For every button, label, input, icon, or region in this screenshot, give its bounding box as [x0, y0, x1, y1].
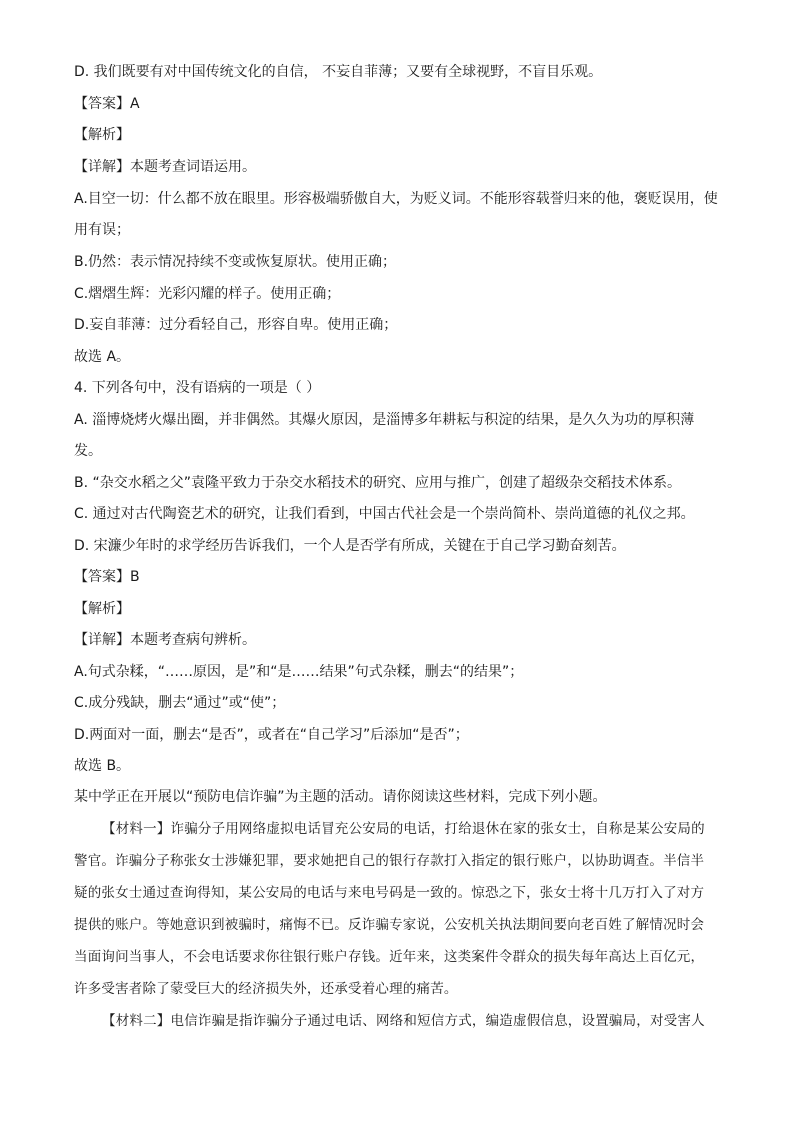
q3-explain-a-line1: A.目空一切：什么都不放在眼里。形容极端骄傲自大，为贬义词。不能形容载誉归来的他，褒贬误用，使 — [74, 191, 718, 207]
q4-option-d: D. 宋濂少年时的求学经历告诉我们，一个人是否学有所成，关键在于自己学习勤奋刻苦。 — [74, 538, 626, 554]
q3-explain-a-line2: 用有误； — [74, 222, 130, 238]
q4-analysis-label: 【解析】 — [74, 601, 130, 617]
material2-line: 【材料二】电信诈骗是指诈骗分子通过电话、网络和短信方式，编造虚假信息，设置骗局，对受害人 — [102, 1013, 705, 1029]
material1-line: 【材料一】诈骗分子用网络虚拟电话冒充公安局的电话，打给退休在家的张女士，自称是某公安局的 — [102, 821, 705, 837]
q4-explain-c: C.成分残缺，删去“通过”或“使”； — [74, 695, 286, 711]
material1-line: 提供的账户。等她意识到被骗时，痛悔不已。反诈骗专家说，公安机关执法期间要向老百姓了解情况时会 — [74, 917, 705, 933]
q4-option-a-line2: 发。 — [74, 443, 102, 459]
q4-detail: 【详解】本题考查病句辨析。 — [74, 632, 256, 648]
q3-choose: 故选 A。 — [74, 349, 131, 365]
material1-line: 当面询问当事人，不会电话要求你往银行账户存钱。近年来，这类案件令群众的损失每年高达上百亿元， — [74, 949, 705, 965]
q3-explain-c: C.熠熠生辉：光彩闪耀的样子。使用正确； — [74, 286, 341, 302]
q4-option-c: C. 通过对古代陶瓷艺术的研究，让我们看到，中国古代社会是一个崇尚简朴、崇尚道德的礼仪之邦。 — [74, 506, 695, 522]
material1-line: 疑的张女士通过查询得知，某公安局的电话与来电号码是一致的。惊恐之下，张女士将十几万打入了对方 — [74, 885, 705, 901]
q4-option-a-line1: A. 淄博烧烤火爆出圈，并非偶然。其爆火原因，是淄博多年耕耘与积淀的结果，是久久为功的厚积薄 — [74, 412, 695, 428]
q3-detail: 【详解】本题考查词语运用。 — [74, 159, 256, 175]
q4-choose: 故选 B。 — [74, 758, 131, 774]
q3-explain-b: B.仍然：表示情况持续不变或恢复原状。使用正确； — [74, 254, 397, 270]
q3-analysis-label: 【解析】 — [74, 127, 130, 143]
q3-explain-d: D.妄自菲薄：过分看轻自己，形容自卑。使用正确； — [74, 317, 398, 333]
q4-option-b: B. “杂交水稻之父”袁隆平致力于杂交水稻技术的研究、应用与推广，创建了超级杂交稻技术体系。 — [74, 475, 682, 491]
reading-intro: 某中学正在开展以“预防电信诈骗”为主题的活动。请你阅读这些材料，完成下列小题。 — [74, 789, 607, 805]
q4-answer-label: 【答案】B — [74, 569, 140, 585]
q3-answer-label: 【答案】A — [74, 96, 140, 112]
q4-stem: 4. 下列各句中，没有语病的一项是（ ） — [74, 380, 321, 396]
material1-line: 许多受害者除了蒙受巨大的经济损失外，还承受着心理的痛苦。 — [74, 981, 458, 997]
q3-option-d: D. 我们既要有对中国传统文化的自信， 不妄自菲薄；又要有全球视野，不盲目乐观。 — [74, 64, 603, 80]
q4-explain-a: A.句式杂糅，“……原因，是”和“是……结果”句式杂糅，删去“的结果”； — [74, 664, 524, 680]
q4-explain-d: D.两面对一面，删去“是否”，或者在“自己学习”后添加“是否”； — [74, 727, 469, 743]
material1-line: 警官。诈骗分子称张女士涉嫌犯罪，要求她把自己的银行存款打入指定的银行账户，以协助调查。半信半 — [74, 853, 705, 869]
